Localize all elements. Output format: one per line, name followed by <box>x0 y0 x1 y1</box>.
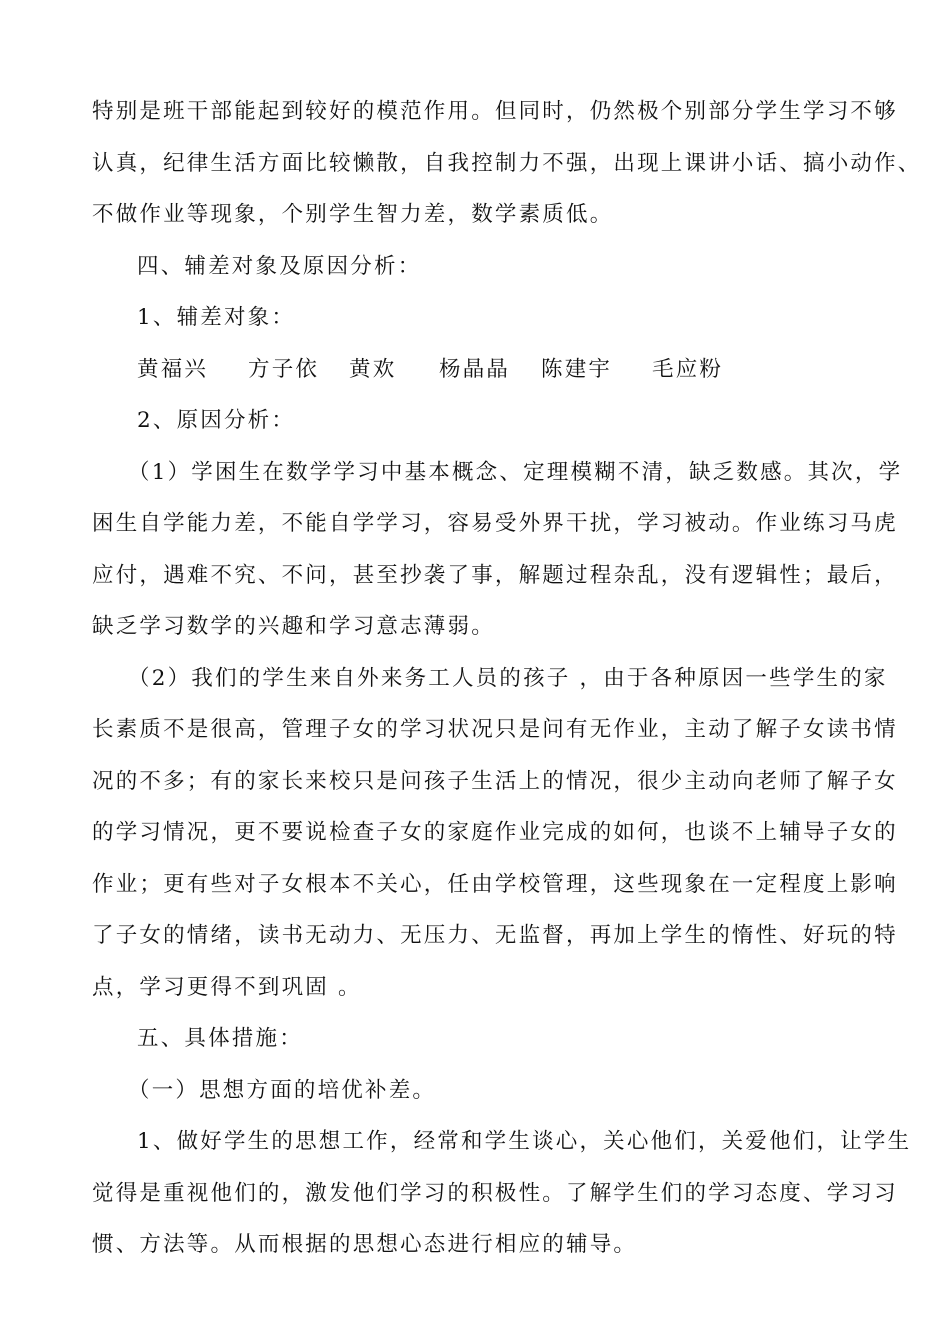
student-name: 杨晶晶 <box>439 356 511 382</box>
text-line: 不做作业等现象，个别学生智力差，数学素质低。 <box>92 202 614 227</box>
text-line: 的学习情况，更不要说检查子女的家庭作业完成的如何，也谈不上辅导子女的 <box>92 820 898 845</box>
student-name-list <box>92 344 862 396</box>
subsection-heading-thought: （一）思想方面的培优补差。 <box>128 1077 437 1103</box>
student-name: 方子依 <box>248 356 320 382</box>
text-line: 况的不多；有的家长来校只是问孩子生活上的情况，很少主动向老师了解子女 <box>92 768 898 794</box>
subsection-heading-analysis: 2、原因分析： <box>137 408 296 433</box>
text-line: 缺乏学习数学的兴趣和学习意志薄弱。 <box>92 614 495 639</box>
student-name: 陈建宇 <box>541 356 613 382</box>
student-name: 黄欢 <box>349 356 397 382</box>
paragraph-reason-1 <box>92 447 903 653</box>
text-line: 1、做好学生的思想工作，经常和学生谈心，关心他们，关爱他们，让学生 <box>137 1129 912 1154</box>
text-line: 作业；更有些对子女根本不关心，任由学校管理，这些现象在一定程度上影响 <box>92 871 898 897</box>
paragraph-measure-1 <box>92 1116 912 1271</box>
text-line: 认真，纪律生活方面比较懒散，自我控制力不强，出现上课讲小话、搞小动作、 <box>92 150 922 176</box>
student-name: 黄福兴 <box>137 356 209 382</box>
text-line: 长素质不是很高，管理子女的学习状况只是问有无作业，主动了解子女读书情 <box>92 717 898 742</box>
text-line: 应付，遇难不究、不问，甚至抄袭了事，解题过程杂乱，没有逻辑性；最后， <box>92 562 898 588</box>
section-heading-5: 五、具体措施： <box>137 1026 303 1051</box>
text-line: 困生自学能力差，不能自学学习，容易受外界干扰，学习被动。作业练习马虎 <box>92 511 898 536</box>
document-page <box>92 86 922 1271</box>
paragraph-intro <box>92 86 922 241</box>
text-line: （2）我们的学生来自外来务工人员的孩子 ，由于各种原因一些学生的家 <box>128 665 888 691</box>
text-line: （1）学困生在数学学习中基本概念、定理模糊不清，缺乏数感。其次，学 <box>128 459 903 485</box>
paragraph-reason-2 <box>92 653 898 1014</box>
subsection-heading-targets: 1、辅差对象： <box>137 305 296 330</box>
text-line: 惯、方法等。从而根据的思想心态进行相应的辅导。 <box>92 1232 638 1257</box>
text-line: 觉得是重视他们的，激发他们学习的积极性。了解学生们的学习态度、学习习 <box>92 1180 898 1206</box>
text-line: 特别是班干部能起到较好的模范作用。但同时，仍然极个别部分学生学习不够 <box>92 99 898 124</box>
student-name: 毛应粉 <box>652 356 724 382</box>
text-line: 点，学习更得不到巩固 。 <box>92 974 362 1000</box>
section-heading-4: 四、辅差对象及原因分析： <box>137 253 422 279</box>
text-line: 了子女的情绪，读书无动力、无压力、无监督，再加上学生的惰性、好玩的特 <box>92 923 898 948</box>
